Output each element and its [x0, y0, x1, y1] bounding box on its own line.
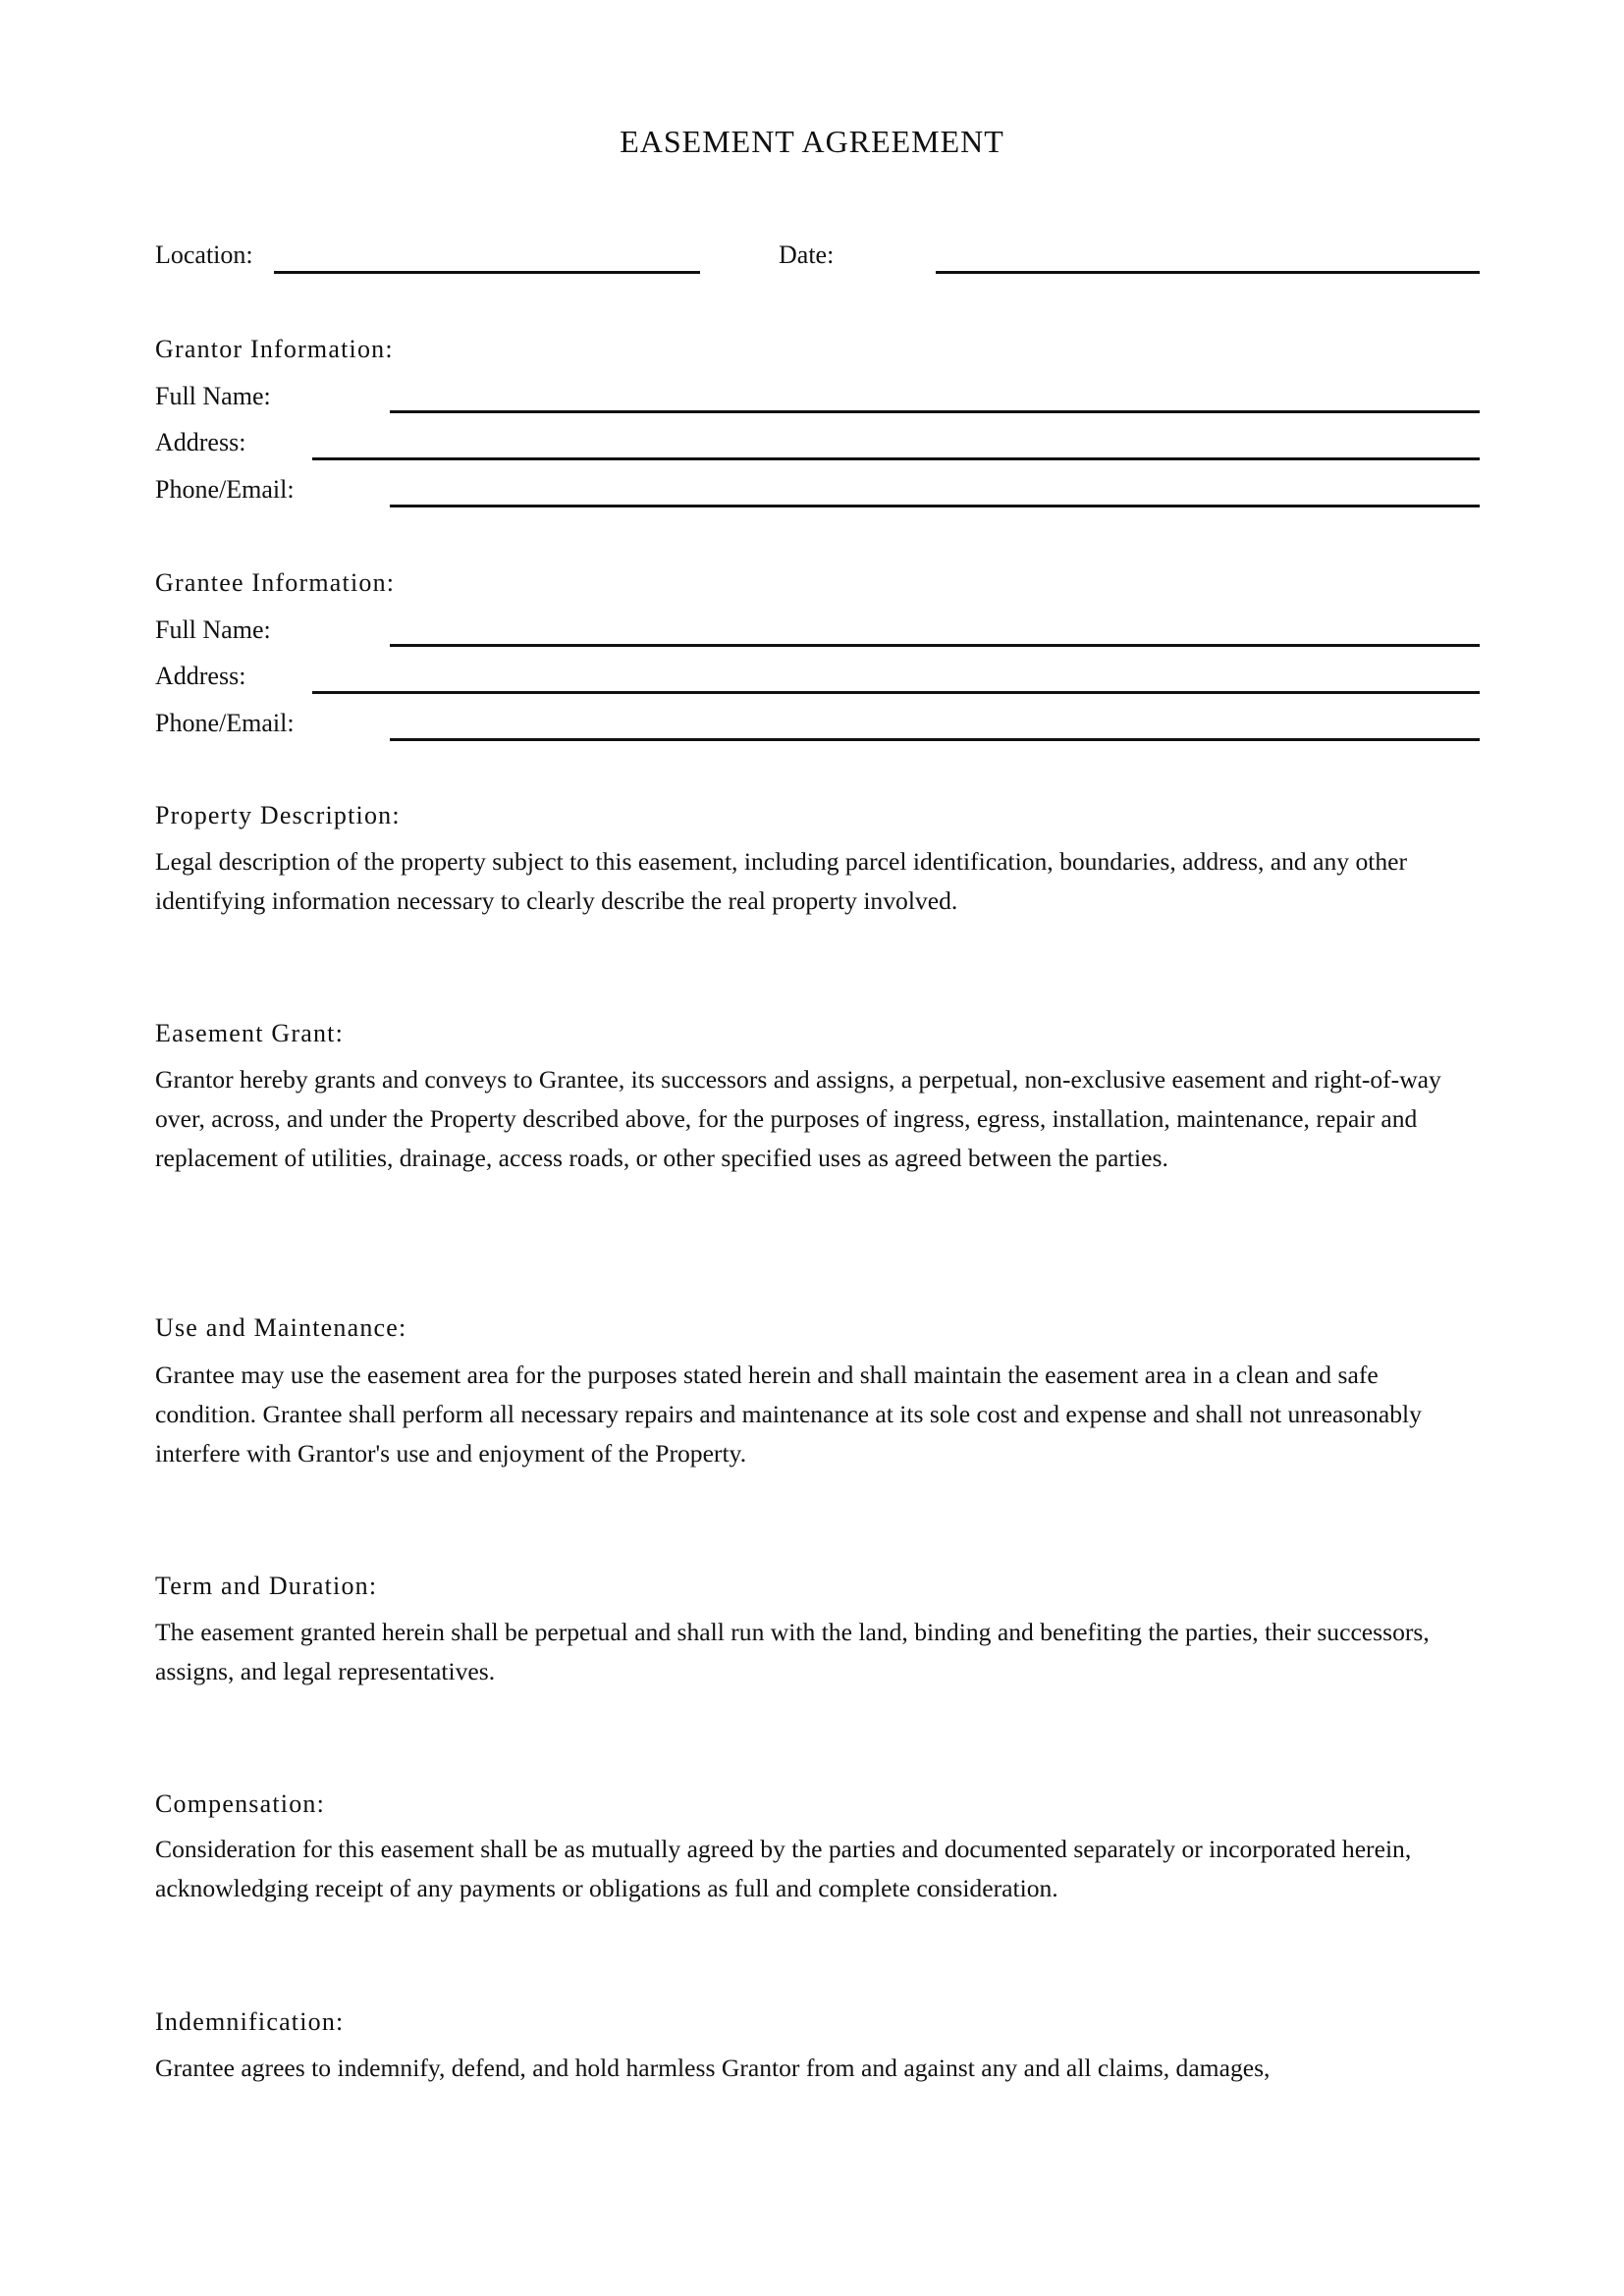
document-title: EASEMENT AGREEMENT [620, 124, 1004, 159]
grantee-address-label: Address: [155, 662, 246, 690]
compensation-heading: Compensation: [155, 1789, 326, 1818]
grantee-phone-email-line[interactable] [390, 738, 1480, 741]
use-maintenance-heading: Use and Maintenance: [155, 1313, 407, 1342]
grantee-full-name-label: Full Name: [155, 615, 271, 644]
grantee-heading: Grantee Information: [155, 568, 396, 597]
grantor-phone-email-line[interactable] [390, 505, 1480, 507]
grantor-address-label: Address: [155, 428, 246, 456]
grantor-phone-email-label: Phone/Email: [155, 475, 295, 504]
grantor-address-line[interactable] [312, 457, 1480, 460]
property-description-text: Legal description of the property subject to this easement, including parcel identification, boundaries, address, and any other identifying information necessary to clearly describe the real property involved. [155, 847, 1408, 915]
grantee-phone-email-label: Phone/Email: [155, 709, 295, 737]
compensation-text: Consideration for this easement shall be as mutually agreed by the parties and documented separately or incorporated herein, acknowledging receipt of any payments or obligations as full and complete consideration. [155, 1835, 1412, 1902]
grantor-heading: Grantor Information: [155, 335, 394, 363]
use-maintenance-text: Grantee may use the easement area for the purposes stated herein and shall maintain the easement area in a clean and safe condition. Grantee shall perform all necessary repairs and maintenance at its sole cost and expense and shall not unreasonably interfere with Grantor's use and enjoyment of the Property. [155, 1361, 1422, 1468]
date-field-line[interactable] [936, 271, 1480, 274]
indemnification-heading: Indemnification: [155, 2007, 345, 2036]
grantor-full-name-label: Full Name: [155, 382, 271, 410]
indemnification-text: Grantee agrees to indemnify, defend, and hold harmless Grantor from and against any and all claims, damages, [155, 2054, 1271, 2082]
easement-grant-text: Grantor hereby grants and conveys to Grantee, its successors and assigns, a perpetual, non-exclusive easement and right-of-way over, across, and under the Property described above, for the purposes of ingress, egress, installation, maintenance, repair and replacement of utilities, drainage, access roads, or other specified uses as agreed between the parties. [155, 1065, 1441, 1172]
grantee-address-line[interactable] [312, 691, 1480, 694]
date-label: Date: [779, 240, 835, 269]
grantor-full-name-line[interactable] [390, 410, 1480, 413]
term-duration-heading: Term and Duration: [155, 1572, 378, 1600]
property-description-heading: Property Description: [155, 801, 401, 829]
term-duration-text: The easement granted herein shall be perpetual and shall run with the land, binding and benefiting the parties, their successors, assigns, and legal representatives. [155, 1618, 1430, 1685]
grantee-full-name-line[interactable] [390, 644, 1480, 647]
location-label: Location: [155, 240, 253, 269]
location-field-line[interactable] [274, 271, 700, 274]
easement-grant-heading: Easement Grant: [155, 1019, 344, 1047]
